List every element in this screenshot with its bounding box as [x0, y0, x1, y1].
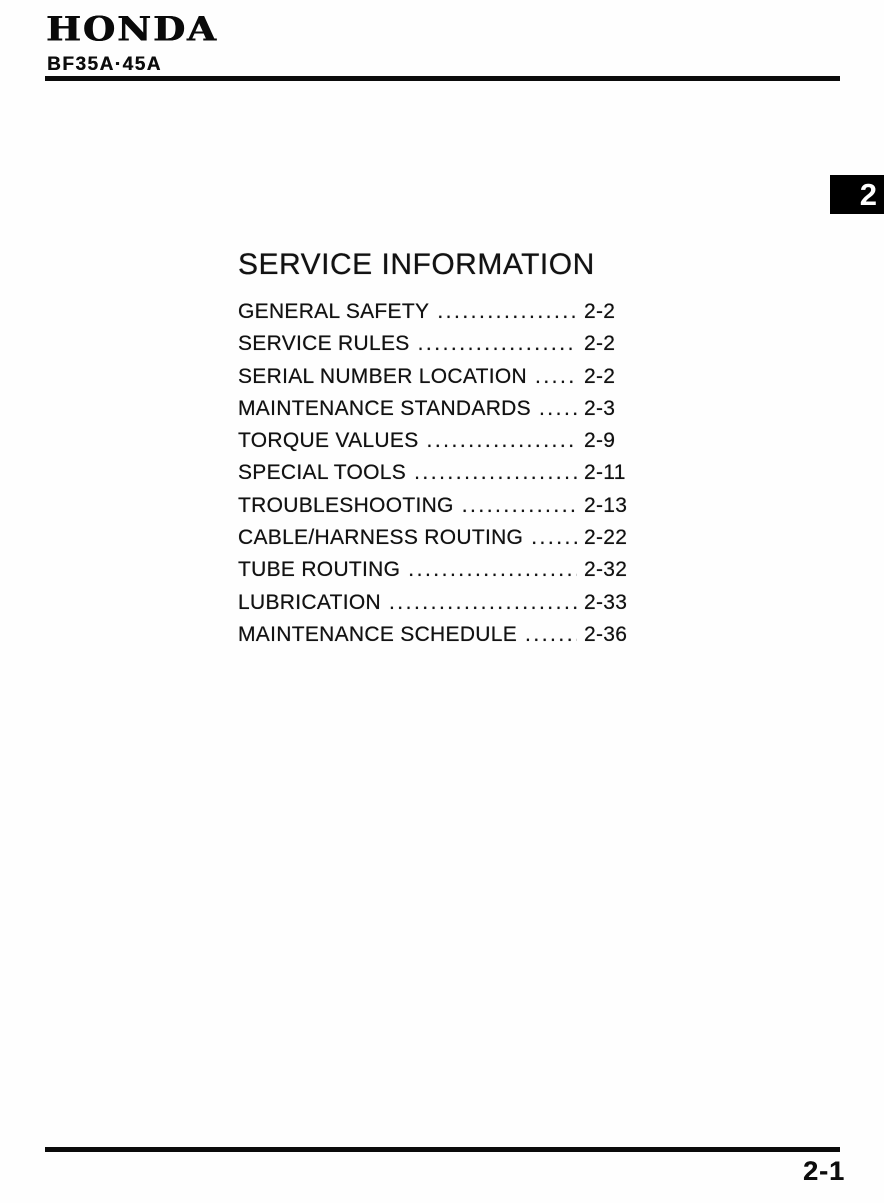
toc-item-page: 2-2: [584, 364, 616, 388]
toc-leader-dots: [531, 526, 577, 550]
toc-leader-dots: [437, 300, 577, 324]
toc-item-label: MAINTENANCE SCHEDULE: [238, 622, 518, 646]
footer-rule: [45, 1147, 840, 1152]
toc-item: [238, 461, 636, 493]
page-number: 2-1: [802, 1156, 845, 1186]
section-tab-number: 2: [859, 177, 877, 212]
toc-leader-dots: [389, 591, 577, 615]
toc-item-label: CABLE/HARNESS ROUTING: [238, 526, 524, 550]
toc-item: [238, 332, 636, 364]
toc-item-page: 2-22: [584, 526, 628, 550]
toc-leader-dots: [462, 494, 577, 518]
toc-leader-dots: [525, 623, 577, 647]
toc-item-label: SERIAL NUMBER LOCATION: [238, 364, 527, 388]
toc-item-label: TUBE ROUTING: [238, 558, 401, 582]
toc-item-page: 2-11: [584, 461, 626, 485]
toc-leader-dots: [414, 461, 577, 485]
toc-item-page: 2-9: [584, 429, 616, 453]
toc-leader-dots: [535, 365, 577, 389]
toc-list: [238, 300, 636, 655]
toc-item: [238, 300, 636, 332]
toc-item: [238, 429, 636, 461]
toc-item: [238, 558, 636, 590]
toc-item: [238, 526, 636, 558]
toc-leader-dots: [418, 332, 577, 356]
toc-leader-dots: [408, 558, 577, 582]
page-title: SERVICE INFORMATION: [238, 248, 595, 281]
section-tab: [830, 175, 884, 214]
toc-item: [238, 591, 636, 623]
toc-item: [238, 623, 636, 655]
toc-item-label: SERVICE RULES: [238, 332, 410, 356]
toc-item-page: 2-36: [584, 622, 628, 646]
toc-leader-dots: [539, 397, 577, 421]
toc-item-label: SPECIAL TOOLS: [238, 461, 407, 485]
toc-leader-dots: [427, 429, 577, 453]
toc-item-label: TROUBLESHOOTING: [238, 493, 454, 517]
toc-item-page: 2-2: [584, 300, 616, 323]
toc-item: [238, 365, 636, 397]
model-label: BF35A·45A: [47, 54, 162, 75]
toc-item: [238, 494, 636, 526]
toc-item-label: GENERAL SAFETY: [238, 300, 430, 323]
toc-item-label: LUBRICATION: [238, 590, 381, 614]
toc-item-page: 2-3: [584, 396, 616, 420]
toc-item-label: TORQUE VALUES: [238, 429, 419, 453]
toc-item-page: 2-33: [584, 590, 628, 614]
toc-item: [238, 397, 636, 429]
toc-item-page: 2-2: [584, 332, 616, 356]
toc-item-label: MAINTENANCE STANDARDS: [238, 396, 531, 420]
toc-item-page: 2-13: [584, 493, 628, 517]
honda-logo: HONDA: [46, 8, 218, 49]
header-rule: [45, 76, 840, 81]
toc-item-page: 2-32: [584, 558, 628, 582]
